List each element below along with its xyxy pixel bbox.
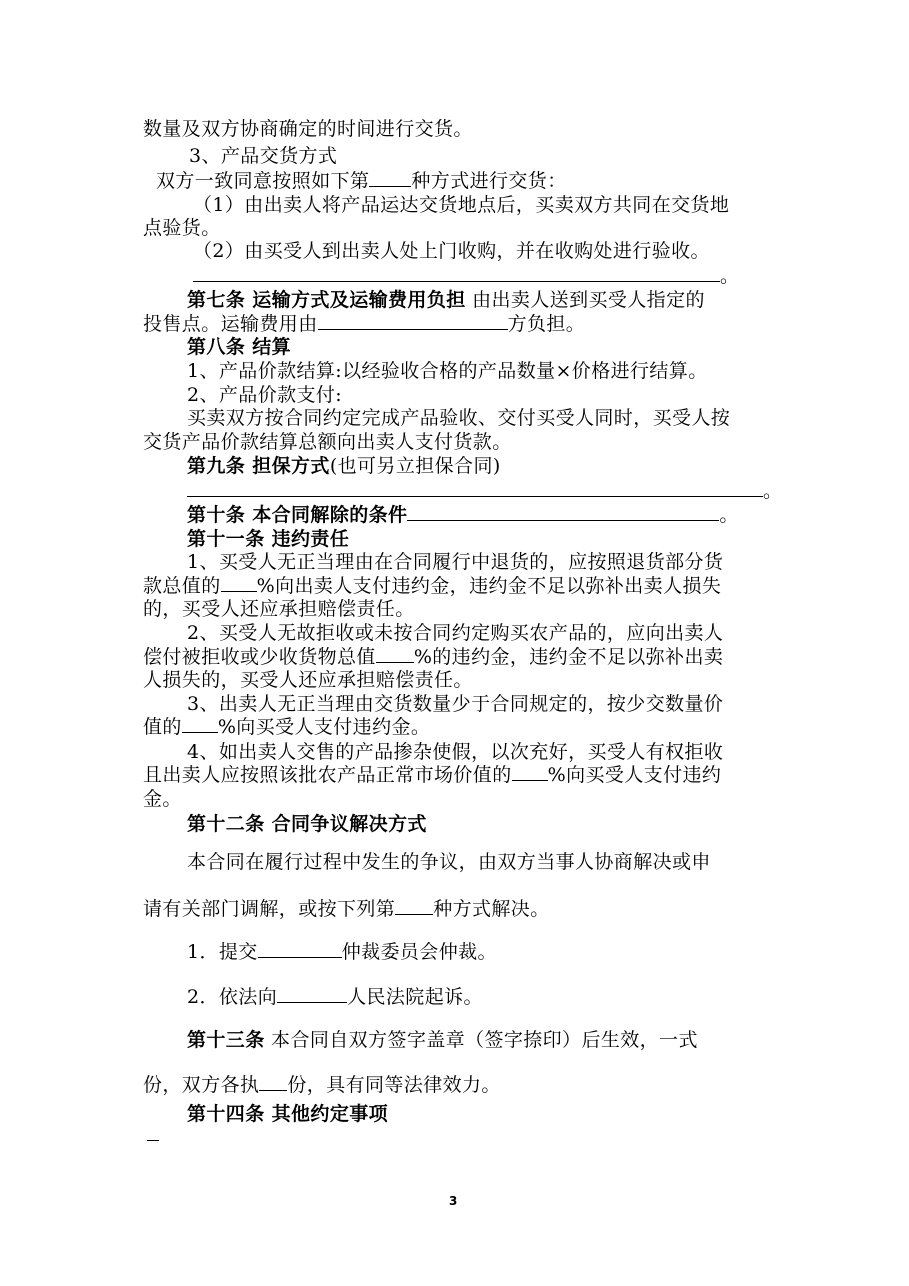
article-title: 第九条 担保方式 xyxy=(187,455,330,477)
text: 由出卖人送到买受人指定的 xyxy=(465,289,705,311)
text: 份，双方各执 xyxy=(143,1074,260,1096)
text-line xyxy=(187,406,730,430)
text: 2．依法向 xyxy=(187,986,278,1008)
text-line xyxy=(187,383,342,407)
article-11-title xyxy=(187,527,349,551)
blank-field xyxy=(369,170,411,187)
blank-field xyxy=(277,986,347,1003)
text: 种方式解决。 xyxy=(433,898,550,920)
text: %向买受人支付违约 xyxy=(547,764,722,786)
text-line xyxy=(187,692,723,716)
text: 份，具有同等法律效力。 xyxy=(287,1074,501,1096)
article-title: 第十三条 xyxy=(187,1029,265,1051)
text: 方负担。 xyxy=(507,313,586,335)
article-7 xyxy=(187,288,705,312)
text: 双方一致同意按照如下第 xyxy=(156,170,370,192)
text-line xyxy=(143,897,550,921)
text: 种方式进行交货： xyxy=(411,170,567,192)
text: 4、如出卖人交售的产品掺杂使假，以次充好，买受人有权拒收 xyxy=(187,741,724,763)
text: （1）由出卖人将产品运达交货地点后，买卖双方共同在交货地 xyxy=(193,194,730,216)
text: 第八条 结算 xyxy=(187,336,292,358)
blank-field xyxy=(193,265,720,282)
article-13 xyxy=(187,1028,698,1052)
text: 1、买受人无正当理由在合同履行中退货的，应按照退货部分货 xyxy=(187,551,724,573)
text: 款总值的 xyxy=(143,575,221,597)
article-8-title xyxy=(187,335,291,359)
text-line xyxy=(193,193,729,217)
text-line xyxy=(143,117,473,141)
text: 金。 xyxy=(143,788,182,810)
blank-field xyxy=(318,313,508,330)
text: 仲裁委员会仲裁。 xyxy=(341,941,497,963)
section-heading xyxy=(189,144,337,168)
text-line xyxy=(187,550,723,574)
blank-field xyxy=(258,941,342,958)
text-line xyxy=(187,985,483,1009)
text: 点验货。 xyxy=(143,217,221,239)
text-line xyxy=(143,312,585,336)
text: 数量及双方协商确定的时间进行交货。 xyxy=(143,118,473,140)
text-line xyxy=(193,264,739,288)
text: 3、出卖人无正当理由交货数量少于合同规定的，按少交数量价 xyxy=(187,693,724,715)
blank-field xyxy=(512,764,548,781)
article-9 xyxy=(187,454,501,478)
article-10 xyxy=(187,503,739,527)
text-line xyxy=(143,1073,501,1097)
text: 第十二条 合同争议解决方式 xyxy=(187,813,427,835)
text: （2）由买受人到出卖人处上门收购，并在收购处进行验收。 xyxy=(193,240,710,262)
text-line xyxy=(143,597,415,621)
text: 第十四条 其他约定事项 xyxy=(187,1103,389,1125)
text-line xyxy=(156,169,567,193)
text-line xyxy=(143,216,221,240)
text: 本合同自双方签字盖章（签字捺印）后生效，一式 xyxy=(264,1029,698,1051)
blank-field xyxy=(407,504,719,521)
text: 1．提交 xyxy=(187,941,258,963)
text-line xyxy=(143,645,723,669)
article-14-title xyxy=(187,1102,388,1126)
text: 第十一条 违约责任 xyxy=(187,528,350,550)
text-line xyxy=(187,850,711,874)
text-line xyxy=(187,621,723,645)
text: 2、买受人无故拒收或未按合同约定购买农产品的，应向出卖人 xyxy=(187,622,724,644)
text: %向出卖人支付违约金，违约金不足以弥补出卖人损失 xyxy=(256,575,722,597)
text: 请有关部门调解，或按下列第 xyxy=(143,898,396,920)
text: 人损失的，买受人还应承担赔偿责任。 xyxy=(143,669,473,691)
text: 。 xyxy=(720,265,740,287)
text: 人民法院起诉。 xyxy=(347,986,483,1008)
article-title: 第七条 运输方式及运输费用负担 xyxy=(187,289,466,311)
text: 2、产品价款支付: xyxy=(187,384,343,406)
text: 1、产品价款结算:以经验收合格的产品数量×价格进行结算。 xyxy=(187,360,708,382)
text: 买卖双方按合同约定完成产品验收、交付买受人同时，买受人按 xyxy=(187,407,731,429)
text: 值的 xyxy=(143,716,182,738)
blank-field xyxy=(221,575,257,592)
text-line xyxy=(143,668,473,692)
blank-field xyxy=(182,716,218,733)
blank-field xyxy=(187,480,763,497)
blank-field xyxy=(147,1140,159,1141)
text: 且出卖人应按照该批农产品正常市场价值的 xyxy=(143,764,512,786)
text: %的违约金，违约金不足以弥补出卖 xyxy=(413,646,724,668)
blank-field xyxy=(376,646,414,663)
page-number: 3 xyxy=(449,1194,458,1208)
text: 。 xyxy=(719,504,739,526)
text-line xyxy=(143,715,430,739)
text: 交货产品价款结算总额向出卖人支付货款。 xyxy=(143,431,512,453)
article-title: 第十条 本合同解除的条件 xyxy=(187,504,408,526)
text: 。 xyxy=(763,480,783,502)
text-line xyxy=(187,479,782,503)
text-line xyxy=(143,787,182,811)
text: 本合同在履行过程中发生的争议，由双方当事人协商解决或申 xyxy=(187,851,711,873)
text: 偿付被拒收或少收货物总值 xyxy=(143,646,376,668)
text-line xyxy=(187,359,708,383)
text: (也可另立担保合同) xyxy=(329,455,501,477)
text-line xyxy=(143,574,721,598)
text: 的，买受人还应承担赔偿责任。 xyxy=(143,598,415,620)
text-line xyxy=(193,239,710,263)
text: 3、产品交货方式 xyxy=(189,145,338,167)
text-line xyxy=(187,940,497,964)
text-line xyxy=(187,740,723,764)
blank-field xyxy=(259,1074,287,1091)
text-line xyxy=(143,763,721,787)
text: 投售点。运输费用由 xyxy=(143,313,318,335)
text: %向买受人支付违约金。 xyxy=(217,716,431,738)
article-12-title xyxy=(187,812,427,836)
blank-field xyxy=(395,898,433,915)
text-line xyxy=(143,430,512,454)
